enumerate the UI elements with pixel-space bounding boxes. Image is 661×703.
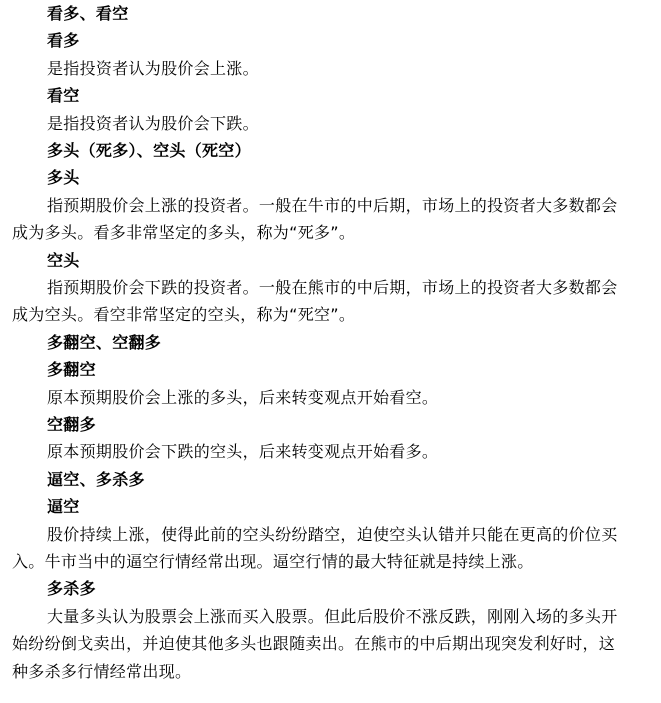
section-heading: 看多 [47,31,80,51]
paragraph-line: 原本预期股价会下跌的空头，后来转变观点开始看多。 [47,442,439,462]
paragraph-line: 种多杀多行情经常出现。 [12,661,192,681]
paragraph-line: 股价持续上涨，使得此前的空头纷纷踏空，迫使空头认错并只能在更高的价位买 [47,524,618,544]
section-heading: 多翻空、空翻多 [47,332,162,352]
paragraph-line: 始纷纷倒戈卖出，并迫使其他多头也跟随卖出。在熊市的中后期出现突发利好时，这 [12,634,616,654]
paragraph-line: 是指投资者认为股价会上涨。 [47,58,259,78]
paragraph-line: 指预期股价会下跌的投资者。一般在熊市的中后期，市场上的投资者大多数都会 [47,278,618,297]
section-heading: 多翻空 [47,360,96,380]
section-heading: 逼空、多杀多 [47,469,145,489]
paragraph-line: 大量多头认为股票会上涨而买入股票。但此后股价不涨反跌，刚刚入场的多头开 [47,606,618,626]
section-heading: 空翻多 [47,415,96,434]
section-heading: 多头 [47,168,80,188]
paragraph-line: 入。牛市当中的逼空行情经常出现。逼空行情的最大特征就是持续上涨。 [12,552,534,571]
paragraph-line: 原本预期股价会上涨的多头，后来转变观点开始看空。 [47,387,439,407]
paragraph-line: 成为空头。看空非常坚定的空头，称为“死空”。 [12,305,356,325]
paragraph-line: 成为多头。看多非常坚定的多头，称为“死多”。 [12,223,356,243]
section-heading: 看多、看空 [47,4,129,23]
paragraph-line: 是指投资者认为股价会下跌。 [47,113,259,133]
paragraph-line: 指预期股价会上涨的投资者。一般在牛市的中后期，市场上的投资者大多数都会 [47,195,618,215]
section-heading: 逼空 [47,497,80,517]
section-heading: 空头 [47,250,80,270]
section-heading: 多杀多 [47,579,96,599]
section-heading: 多头（死多）、空头（死空） [47,141,251,160]
section-heading: 看空 [47,86,80,106]
